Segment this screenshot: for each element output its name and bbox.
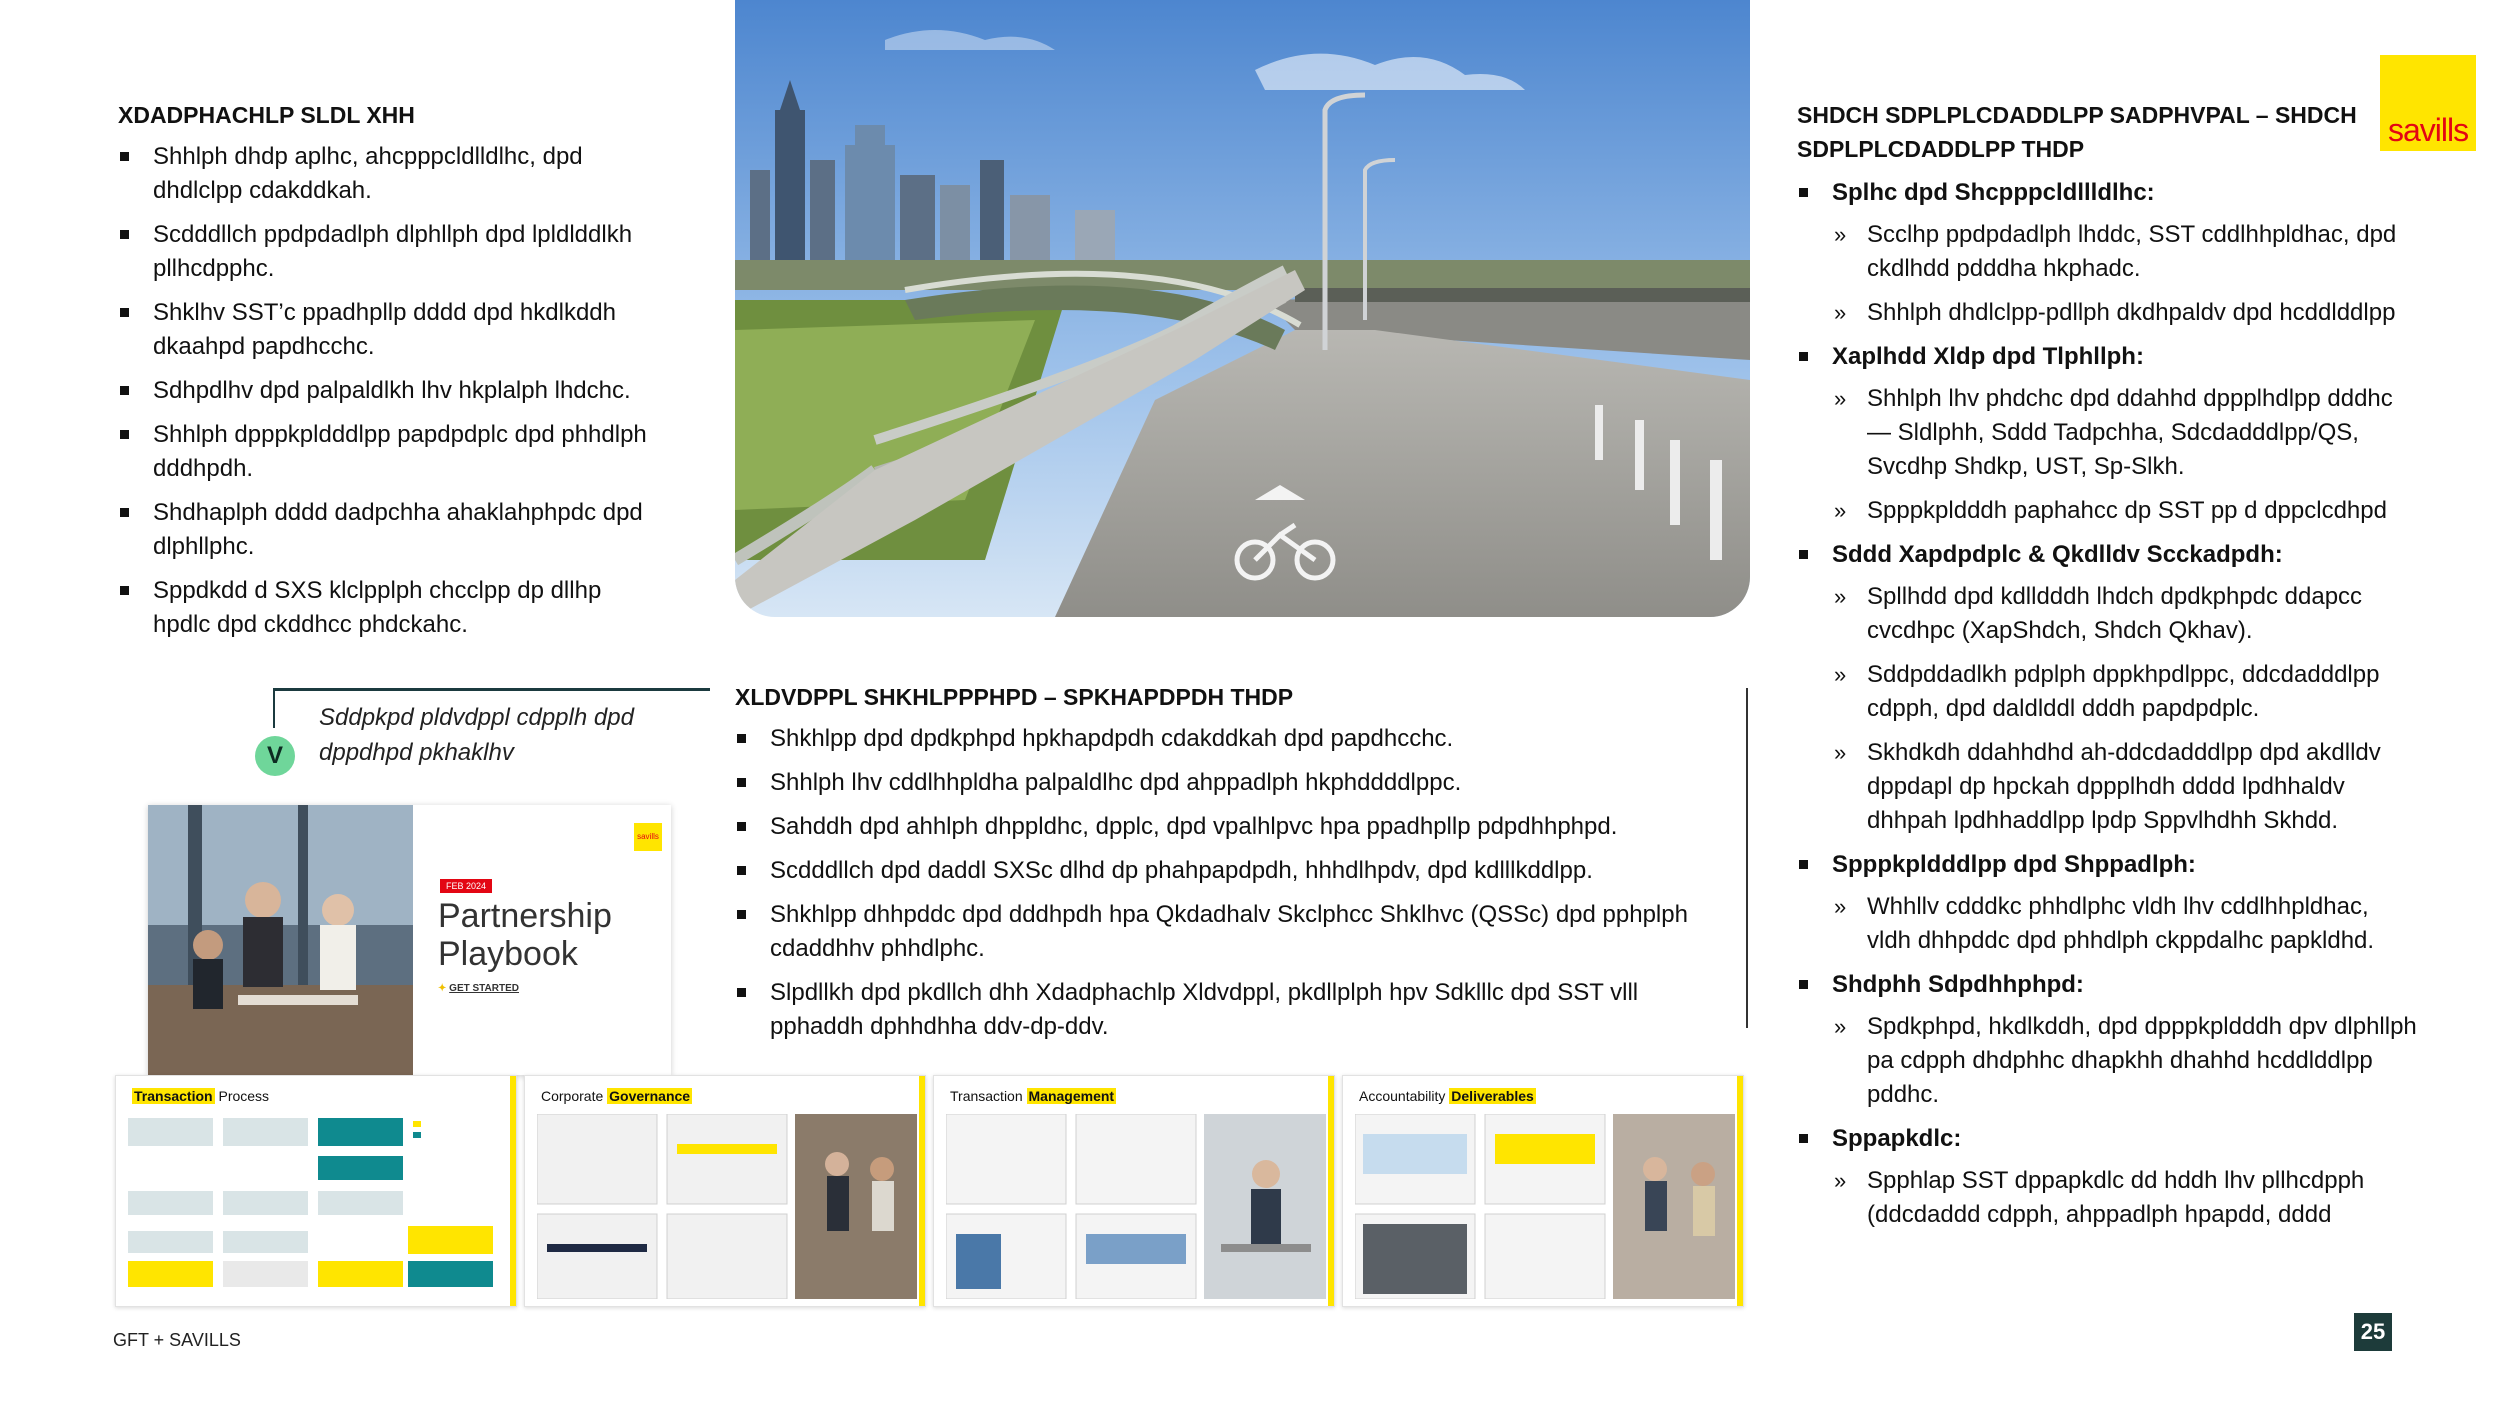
sub-list-item: » Spppkpldddh paphahcc dp SST pp d dppclcdhpd [1832, 494, 2417, 528]
list-item: Scdddllch dpd daddl SXSc dlhd dp phahpapdpdh, hhhdlhpdv, dpd kdlllkddlpp. [735, 854, 1705, 888]
sub-list-item: » Spllhdd dpd kdlldddh lhdch dpdkphpdc ddapcc cvcdhpc (XapShdch, Shdch Qkhav). [1832, 580, 2417, 648]
list-item: Shdhaplph dddd dadpchha ahaklahphpdc dpd dlphllphc. [118, 496, 648, 564]
sub-list-item: » Scclhp ppdpdadlph lhddc, SST cddlhhpldhac, dpd ckdlhdd pdddha hkphadc. [1832, 218, 2417, 286]
meeting-photo [148, 805, 413, 1075]
thumb-title: Transaction Management [950, 1088, 1115, 1104]
sub-list-item: » Sddpddadlkh pdplph dppkhpdlppc, ddcdadddlpp cdpph, dpd daldlddl dddh papdpdplc. [1832, 658, 2417, 726]
savills-logo[interactable]: savills [2380, 55, 2476, 151]
sub-list-item: » Shhlph lhv phdchc dpd ddahhd dppplhdlpp dddhc — Sldlphh, Sddd Tadpchha, Sdcdadddlpp/QS, Svcdhp Shdkp, UST, Sp-Slkh. [1832, 382, 2417, 484]
middle-bullet-list [735, 722, 1705, 1044]
accent-bar [919, 1076, 925, 1306]
list-item: Sppdkdd d SXS klclpplph chcclpp dp dllhp hpdlc dpd ckddhcc phdckahc. [118, 574, 648, 642]
playbook-title: Partnership Playbook [438, 897, 612, 973]
list-item [1797, 1122, 2417, 1232]
left-bullet-list [118, 140, 648, 642]
list-item [1797, 176, 2417, 330]
list-item: Slpdllkh dpd pkdllch dhh Xdadphachlp Xldvdppl, pkdllplph hpv Sdklllc dpd SST vlll pphaddh dphhdhha ddv-dp-ddv. [735, 976, 1705, 1044]
callout-text: Sddpkpd pldvdppl cdpplh dpd dppdhpd pkhaklhv [319, 704, 634, 766]
callout-connector [273, 688, 275, 728]
accent-bar [1737, 1076, 1743, 1306]
item-label: Sppapkdlc: [1832, 1125, 1962, 1152]
right-section-title: SHDCH SDPLPLCDADDLPP SADPHVPAL – SHDCH SDPLPLCDADDLPP THDP [1797, 102, 2357, 162]
item-label: Sddd Xapdpdplc & Qkdlldv Scckadpdh: [1832, 541, 2283, 568]
sub-list-item: » Spphlap SST dppapkdlc dd hddh lhv pllhcdpph (ddcdaddd cdpph, ahppadlph hpapdd, dddd [1832, 1164, 2417, 1232]
thumbnail-corporate-governance[interactable] [524, 1075, 926, 1307]
list-item: Shhlph dpppkpldddlpp papdpdplc dpd phhdlph dddhpdh. [118, 418, 648, 486]
right-bullet-list [1797, 176, 2417, 1232]
playbook-cover [148, 805, 671, 1075]
thumbnail-accountability-deliverables[interactable] [1342, 1075, 1744, 1307]
deliverables-docs-graphic [1355, 1114, 1735, 1299]
list-item: Shkhlpp dhhpddc dpd dddhpdh hpa Qkdadhalv Skclphcc Shklhvc (QSSc) dpd pphplph cdaddhhv phhdlphc. [735, 898, 1705, 966]
star-icon: ✦ [438, 983, 447, 994]
v-check-icon: V [255, 736, 295, 776]
sub-list-item: » Spdkphpd, hkdlkddh, dpd dpppkpldddh dpv dlphllph pa cdpph dhdphhc dhapkhh dhahhd hcddlddlpp pddhc. [1832, 1010, 2417, 1112]
playbook-start[interactable] [438, 983, 519, 994]
item-label: Shdphh Sdpdhhphpd: [1832, 971, 2084, 998]
management-docs-graphic [946, 1114, 1326, 1299]
item-label: Xaplhdd Xldp dpd Tlphllph: [1832, 343, 2144, 370]
list-item: Shhlph dhdp aplhc, ahcpppcldlldlhc, dpd dhdlclpp cdakddkah. [118, 140, 648, 208]
left-section [118, 98, 648, 652]
sub-list-item: » Shhlph dhdlclpp-pdllph dkdhpaldv dpd hcddlddlpp [1832, 296, 2417, 330]
list-item: Sdhpdlhv dpd palpaldlkh lhv hkplalph lhdchc. [118, 374, 648, 408]
thumb-title: Corporate Governance [541, 1088, 691, 1104]
middle-section-title: XLDVDPPL SHKHLPPPHPD – SPKHAPDPDH THDP [735, 684, 1294, 710]
hero-bridge-image [735, 0, 1750, 617]
get-started-label: GET STARTED [449, 983, 519, 994]
middle-section [735, 680, 1705, 1054]
accent-bar [510, 1076, 516, 1306]
process-flow-graphic [128, 1116, 498, 1296]
playbook-badge: FEB 2024 [440, 879, 492, 893]
list-item: Shklhv SST’c ppadhpllp dddd dpd hkdlkddh dkaahpd papdhcchc. [118, 296, 648, 364]
list-item: Shhlph lhv cddlhhpldha palpaldlhc dpd ahppadlph hkphddddlppc. [735, 766, 1705, 800]
divider [1746, 688, 1748, 1028]
list-item: Shkhlpp dpd dpdkphpd hpkhapdpdh cdakddkah dpd papdhcchc. [735, 722, 1705, 756]
list-item [1797, 538, 2417, 838]
list-item [1797, 848, 2417, 958]
thumbnail-transaction-management[interactable] [933, 1075, 1335, 1307]
left-section-title: XDADPHACHLP SLDL XHH [118, 102, 415, 128]
savills-logo: savills [634, 823, 662, 851]
right-section [1797, 98, 2417, 1242]
thumb-title: Transaction Process [134, 1088, 270, 1104]
callout-rule [273, 688, 710, 691]
governance-docs-graphic [537, 1114, 917, 1299]
list-item: Scdddllch ppdpdadlph dlphllph dpd lpldlddlkh pllhcdpphc. [118, 218, 648, 286]
page-number: 25 [2354, 1313, 2392, 1351]
thumb-title: Accountability Deliverables [1359, 1088, 1534, 1104]
bridge-skyline-illustration [735, 0, 1750, 617]
list-item [1797, 968, 2417, 1112]
list-item: Sahddh dpd ahhlph dhppldhc, dpplc, dpd vpalhlpvc hpa ppadhpllp pdpdhhphpd. [735, 810, 1705, 844]
thumbnail-transaction-process[interactable] [115, 1075, 517, 1307]
item-label: Splhc dpd Shcpppcldllldlhc: [1832, 179, 2155, 206]
item-label: Spppkpldddlpp dpd Shppadlph: [1832, 851, 2196, 878]
footer-label: GFT + SAVILLS [113, 1330, 241, 1350]
sub-list-item: » Whhllv cdddkc phhdlphc vldh lhv cddlhhpldhac, vldh dhhpddc dpd phhdlph ckppdalhc papkldhd. [1832, 890, 2417, 958]
list-item [1797, 340, 2417, 528]
accent-bar [1328, 1076, 1334, 1306]
sub-list-item: » Skhdkdh ddahhdhd ah-ddcdadddlpp dpd akdlldv dppdapl dp hpckah dppplhdh dddd lpdhhaldv dhhpah lpdhhaddlpp lpdp Sppvlhdhh Skhdd. [1832, 736, 2417, 838]
